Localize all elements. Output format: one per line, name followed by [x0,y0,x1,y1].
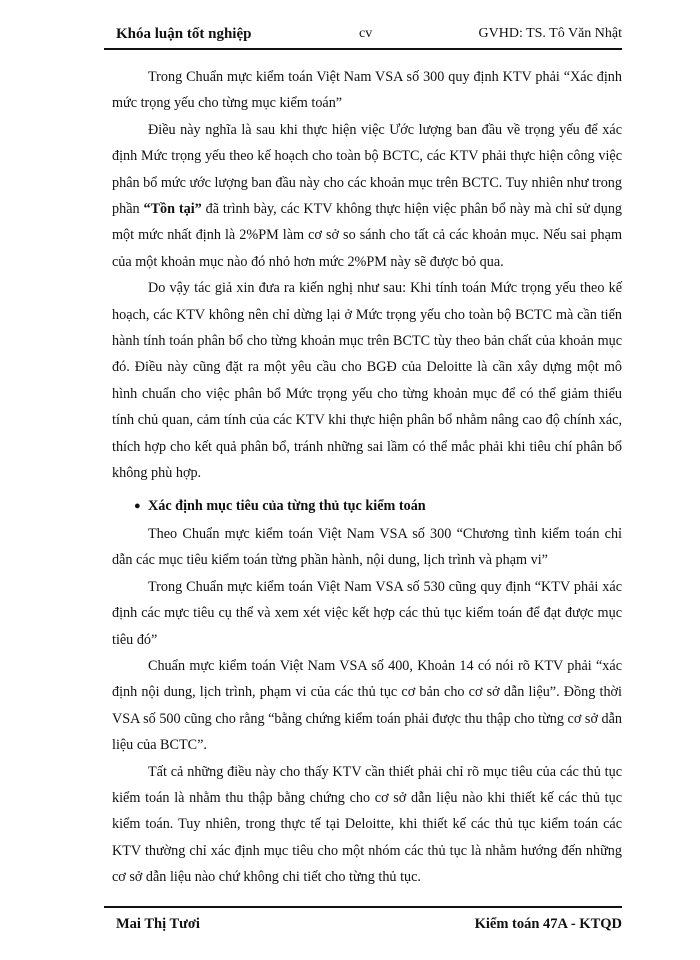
paragraph-5: Trong Chuẩn mực kiểm toán Việt Nam VSA số 530 cũng quy định “KTV phải xác định các mực tiêu cụ thể và xem xét việc kết hợp các thủ tục kiểm toán để đạt được mục tiêu đó” [112,578,622,648]
page-footer [104,906,622,938]
header-supervisor: GVHD: TS. Tô Văn Nhật [478,26,622,41]
paragraph-6: Chuẩn mực kiểm toán Việt Nam VSA số 400, Khoản 14 có nói rõ KTV phải “xác định nội dung, lịch trình, phạm vi của các thủ tục cơ bản cho cơ sở dẫn liệu”. Đồng thời VSA số 500 cũng cho rằng “bằng chứng kiểm toán phải được thu thập cho từng cơ sở dẫn liệu của BCTC”. [112,657,622,754]
paragraph-1: Trong Chuẩn mực kiểm toán Việt Nam VSA số 300 quy định KTV phải “Xác định mức trọng yếu cho từng mục kiểm toán” [112,69,622,112]
paragraph-4: Theo Chuẩn mực kiểm toán Việt Nam VSA số 300 “Chương tình kiểm toán chỉ dẫn các mục tiêu kiểm toán từng phần hành, nội dung, lịch trình và phạm vi” [112,525,622,569]
paragraph-2 [112,117,622,275]
footer-class: Kiểm toán 47A - KTQD [474,916,622,932]
paragraph-2-emphasis: “Tồn tại” [143,201,202,218]
section-heading [112,493,622,519]
page-body [112,64,622,891]
page-header [104,22,622,50]
section-heading-text: Xác định mục tiêu của từng thủ tục kiểm toán [148,497,426,514]
header-center-text: cv [359,26,373,41]
header-thesis-title: Khóa luận tốt nghiệp [116,26,252,42]
paragraph-2-tail: đã trình bày, các KTV không thực hiện việc phân bổ này mà chỉ sử dụng một mức nhất định là 2%PM làm cơ sở so sánh cho tất cả các khoản mục. Nếu sai phạm của một khoản mục nào đó nhỏ hơn mức 2%PM này sẽ được bỏ qua. [112,201,623,270]
paragraph-7: Tất cả những điều này cho thấy KTV cần thiết phải chỉ rõ mục tiêu của các thủ tục kiểm toán là nhằm thu thập bằng chứng cho cơ sở dẫn liệu nào khi thiết kế các thủ tục kiểm toán. Tuy nhiên, trong thực tế tại Deloitte, khi thiết kế các thủ tục kiểm toán các KTV thường chỉ xác định mục tiêu cho một nhóm các thủ tục là nhằm hướng đến những cơ sở dẫn liệu nào chứ không chi tiết cho từng thủ tục. [112,763,622,886]
paragraph-3: Do vậy tác giả xin đưa ra kiến nghị như sau: Khi tính toán Mức trọng yếu theo kế hoạch, các KTV không nên chỉ dừng lại ở Mức trọng yếu cho toàn bộ BCTC mà cần tiến hành tính toán phân bổ cho từng khoản mục trên BCTC tùy theo bản chất của khoản mục đó. Điều này cũng đặt ra một yêu cầu cho BGĐ của Deloitte là cần xây dựng một mô hình chuẩn cho việc phân bổ Mức trọng yếu cho từng khoản mục để có thể giảm thiểu tính chủ quan, cảm tính của các KTV khi thực hiện phân bổ nhằm nâng cao độ chính xác, thích hợp cho kết quả phân bổ, tránh những sai lầm có thể mắc phải khi tiêu chí phân bổ không phù hợp. [112,280,622,482]
footer-author: Mai Thị Tươi [116,916,200,932]
paragraph-2-text: Điều này nghĩa là sau khi thực hiện việc Ước lượng ban đầu về trọng yếu để xác định Mức trọng yếu theo kế hoạch cho toàn bộ BCTC, các KTV phải thực hiện công việc phân bổ mức ước lượng ban đầu này cho các khoản mục trên BCTC. Tuy nhiên như trong phần [112,121,622,218]
bullet-icon: ● [134,499,141,512]
